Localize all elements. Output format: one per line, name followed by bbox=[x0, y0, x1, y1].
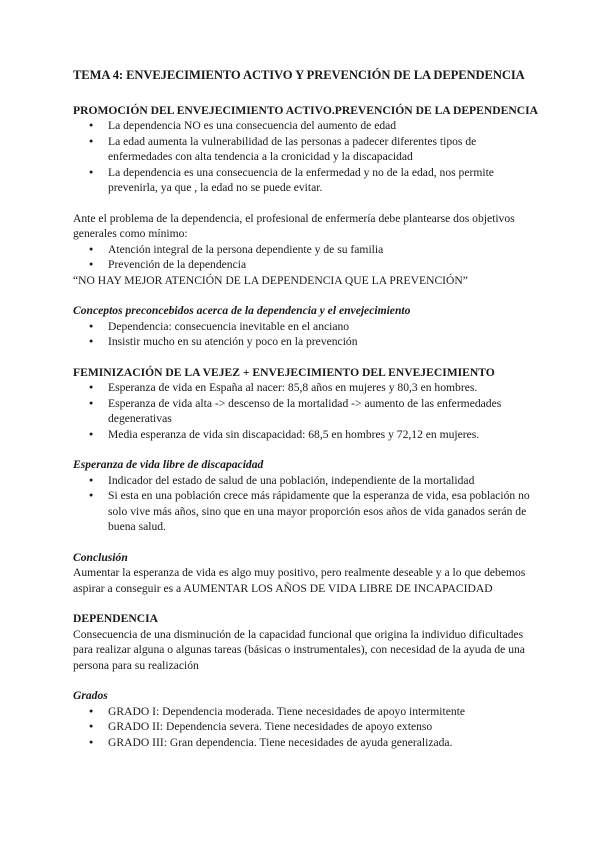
paragraph: Aumentar la esperanza de vida es algo muy positivo, pero realmente deseable y a lo que debemos aspirar a conseguir es a AUMENTAR LOS AÑOS DE VIDA LIBRE DE INCAPACIDAD bbox=[73, 566, 526, 595]
list-item: ● Esperanza de vida alta -> descenso de la mortalidad -> aumento de las enfermedades degenerativas bbox=[73, 396, 543, 427]
section-grados bbox=[73, 688, 543, 750]
section-dependencia bbox=[73, 611, 543, 673]
list-item: ● Dependencia: consecuencia inevitable en el anciano bbox=[73, 319, 543, 335]
list-item: ● La dependencia NO es una consecuencia del aumento de edad bbox=[73, 118, 543, 134]
list-item: ● Si esta en una población crece más rápidamente que la esperanza de vida, esa población no solo vive más años, sino que en una mayor proporción esos años de vida ganados serán de buena salud. bbox=[73, 488, 543, 535]
section-heading: PROMOCIÓN DEL ENVEJECIMIENTO ACTIVO.PREVENCIÓN DE LA DEPENDENCIA bbox=[73, 103, 538, 117]
list-item: ● La dependencia es una consecuencia de la enfermedad y no de la edad, nos permite prevenirla, ya que , la edad no se puede evitar. bbox=[73, 165, 543, 196]
document-title: TEMA 4: ENVEJECIMIENTO ACTIVO Y PREVENCIÓN DE LA DEPENDENCIA bbox=[73, 68, 525, 82]
list-item: ● Esperanza de vida en España al nacer: 85,8 años en mujeres y 80,3 en hombres. bbox=[73, 380, 543, 396]
bullet-list bbox=[73, 118, 543, 196]
section-esperanza bbox=[73, 457, 543, 535]
list-item: ● Prevención de la dependencia bbox=[73, 257, 543, 273]
bullet-list bbox=[73, 319, 543, 350]
list-item: ● Media esperanza de vida sin discapacidad: 68,5 en hombres y 72,12 en mujeres. bbox=[73, 427, 543, 443]
section-heading: Conclusión bbox=[73, 550, 128, 564]
document-page bbox=[73, 68, 543, 750]
section-conceptos bbox=[73, 303, 543, 350]
bullet-list bbox=[73, 242, 543, 273]
list-item: ● Atención integral de la persona dependiente y de su familia bbox=[73, 242, 543, 258]
list-item: ● Insistir mucho en su atención y poco en la prevención bbox=[73, 334, 543, 350]
section-heading: Grados bbox=[73, 689, 108, 702]
list-item: ● GRADO II: Dependencia severa. Tiene necesidades de apoyo extenso bbox=[73, 719, 543, 735]
list-item: ● GRADO III: Gran dependencia. Tiene necesidades de ayuda generalizada. bbox=[73, 735, 543, 751]
section-feminizacion bbox=[73, 365, 543, 443]
section-promocion bbox=[73, 103, 543, 196]
section-heading: FEMINIZACIÓN DE LA VEJEZ + ENVEJECIMIENTO DEL ENVEJECIMIENTO bbox=[73, 365, 495, 379]
section-conclusion bbox=[73, 550, 543, 597]
bullet-list bbox=[73, 473, 543, 535]
bullet-list bbox=[73, 704, 543, 751]
list-item: ● GRADO I: Dependencia moderada. Tiene necesidades de apoyo intermitente bbox=[73, 704, 543, 720]
quote: “NO HAY MEJOR ATENCIÓN DE LA DEPENDENCIA QUE LA PREVENCIÓN” bbox=[73, 273, 468, 287]
section-heading: DEPENDENCIA bbox=[73, 612, 159, 625]
section-objetivos bbox=[73, 211, 543, 289]
section-heading: Conceptos preconcebidos acerca de la dependencia y el envejecimiento bbox=[73, 304, 411, 317]
section-heading: Esperanza de vida libre de discapacidad bbox=[73, 458, 264, 471]
bullet-list bbox=[73, 380, 543, 442]
list-item: ● Indicador del estado de salud de una población, independiente de la mortalidad bbox=[73, 473, 543, 489]
list-item: ● La edad aumenta la vulnerabilidad de las personas a padecer diferentes tipos de enfermedades con alta tendencia a la cronicidad y la discapacidad bbox=[73, 134, 543, 165]
paragraph: Consecuencia de una disminución de la capacidad funcional que origina la individuo dificultades para realizar alguna o algunas tareas (básicas o instrumentales), con necesidad de la ayuda de una persona para su realización bbox=[73, 627, 525, 672]
paragraph: Ante el problema de la dependencia, el profesional de enfermería debe plantearse dos objetivos generales como mínimo: bbox=[73, 211, 515, 240]
